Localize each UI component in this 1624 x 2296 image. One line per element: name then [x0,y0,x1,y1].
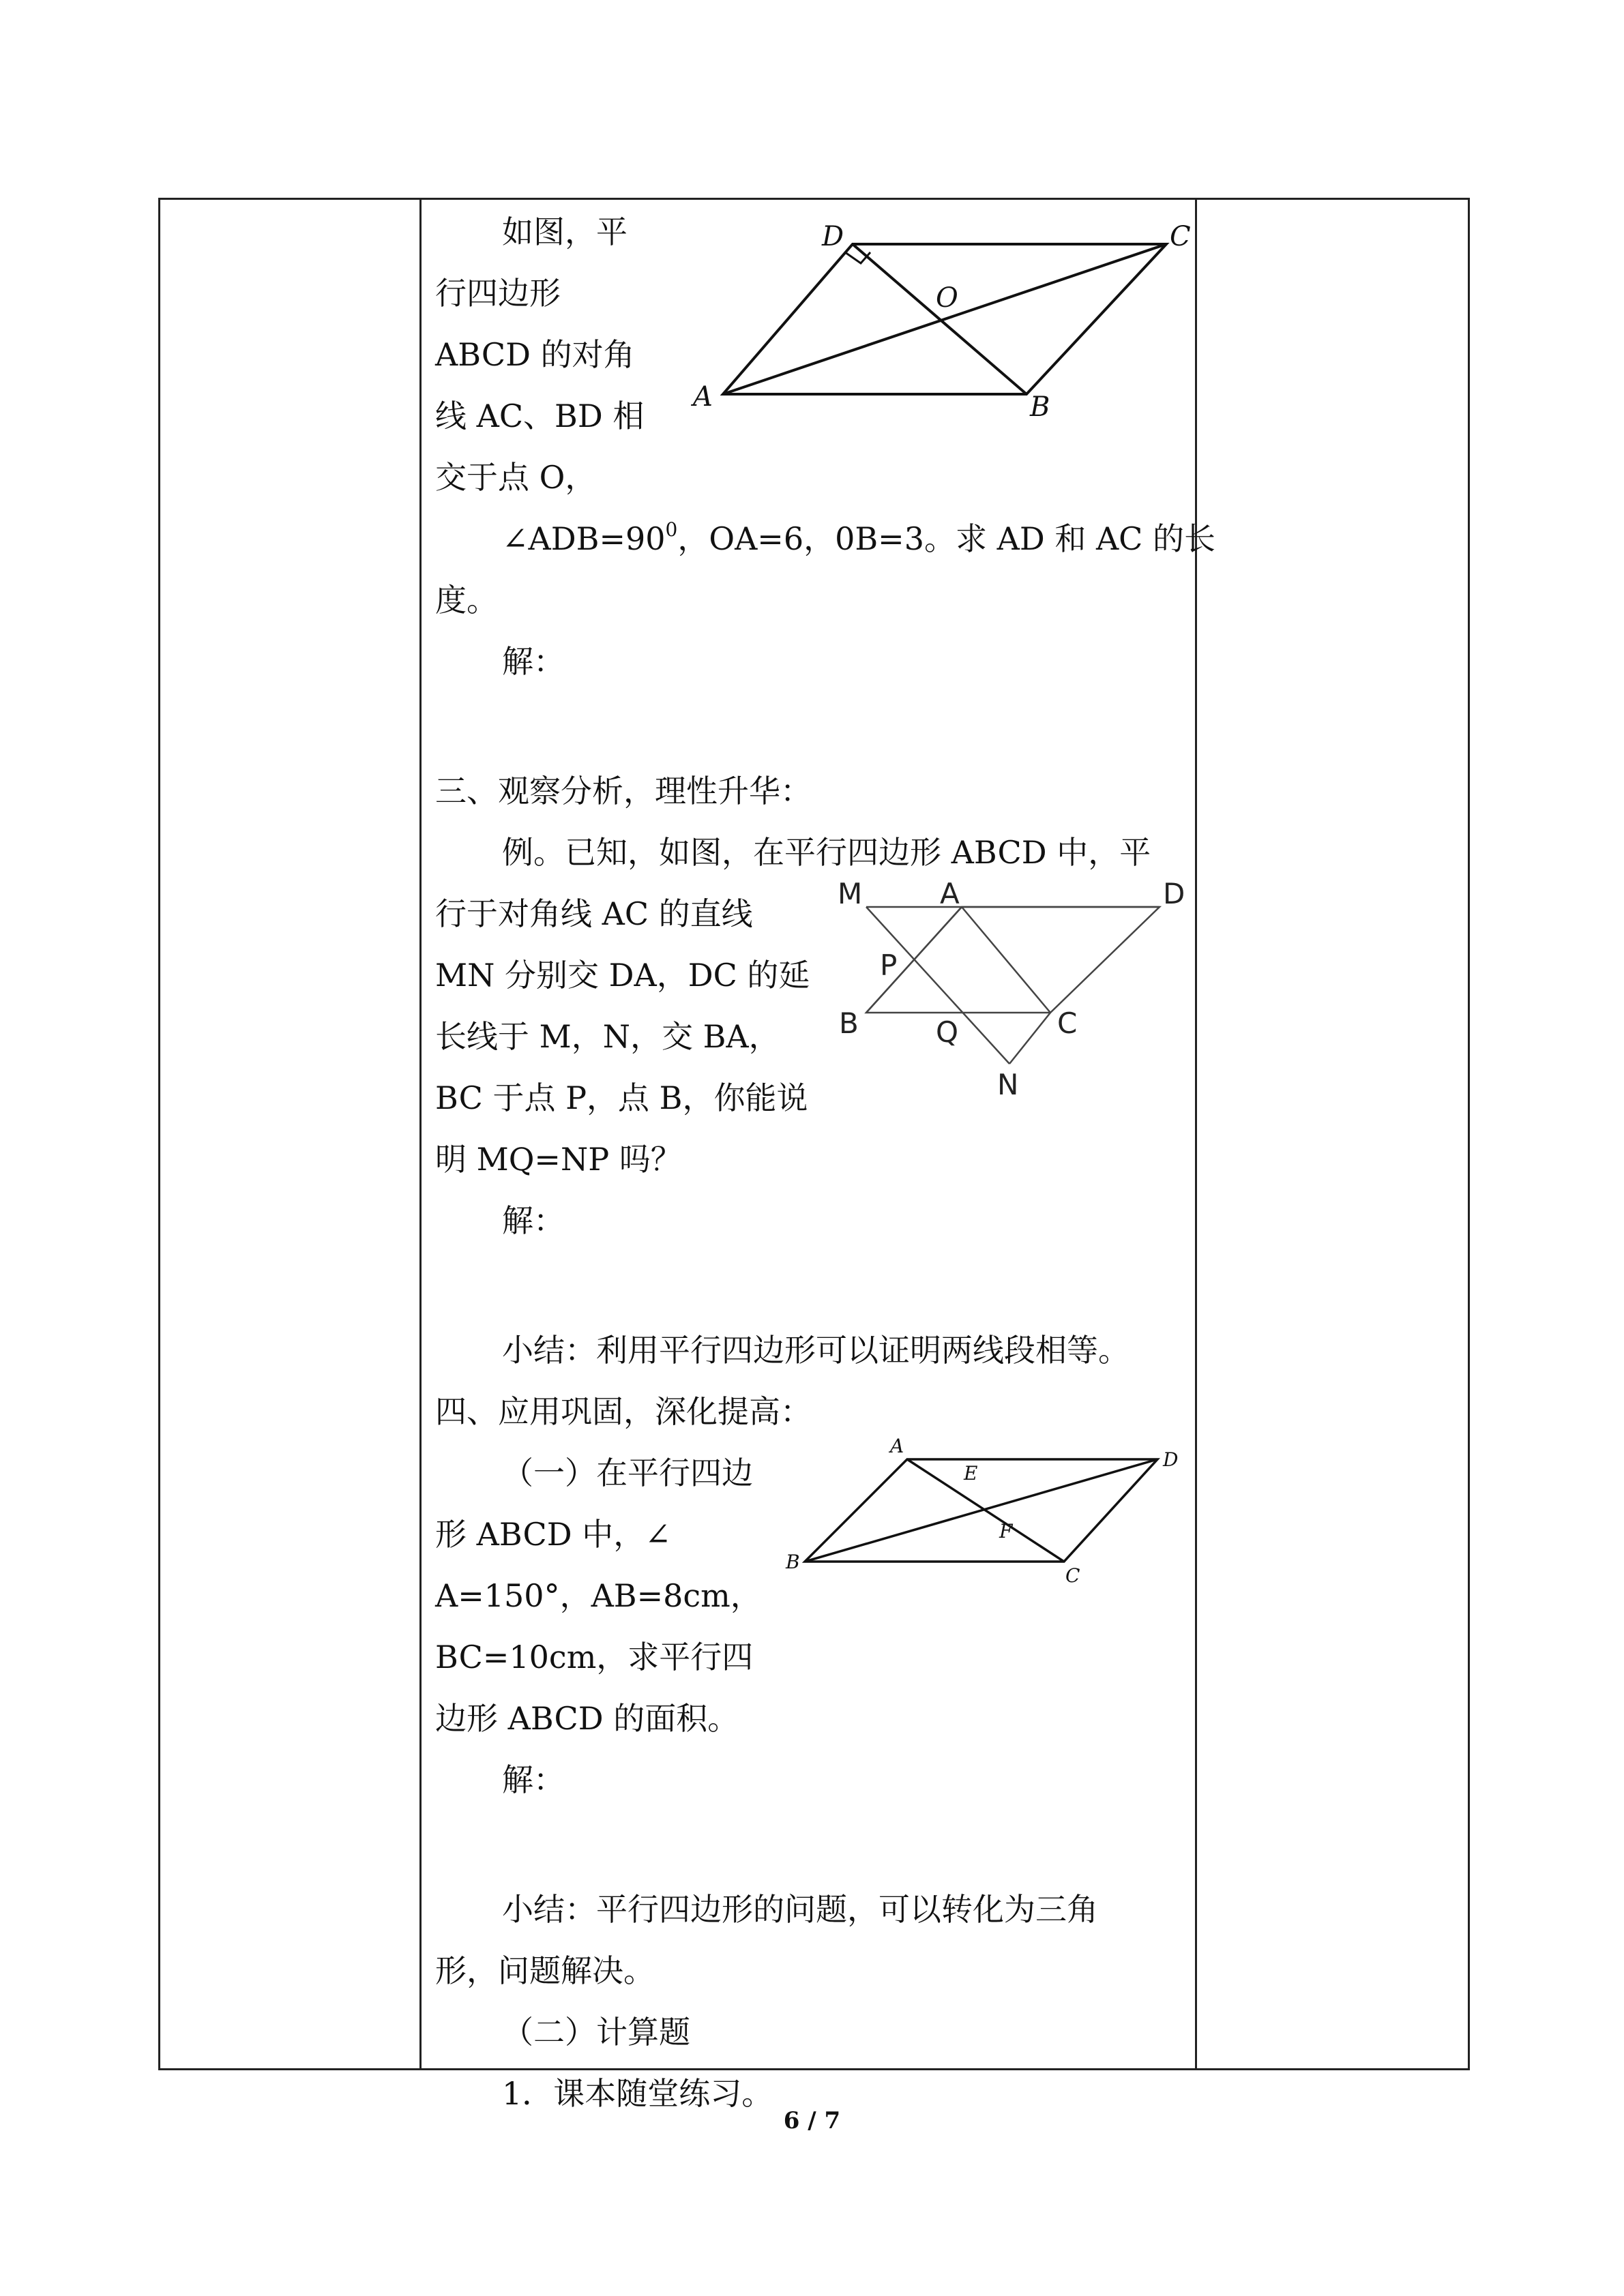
section4-item1: 1．课本随堂练习。 [502,2075,773,2112]
parallelogram-abcd-outline [866,907,1160,1013]
label-c: C [1170,221,1191,252]
diagonal-bd [853,244,1027,394]
section4-part2: （二）计算题 [502,2014,690,2051]
problem1-line5: 交于点 O， [435,459,597,496]
section4-part1-line3: A=150°，AB=8cm， [435,1577,762,1614]
problem1-line1: 如图，平 [502,213,628,250]
lesson-table [158,198,1470,2070]
right-angle-mark [845,252,870,263]
section3-example-line3: MN 分别交 DA，DC 的延 [435,957,810,994]
section3-example-line6: 明 MQ=NP 吗？ [435,1141,682,1178]
problem1-line2: 行四边形 [435,275,561,312]
section3-answer: 解： [502,1202,565,1239]
label-d: D [822,221,844,252]
label-d: D [1163,1448,1179,1471]
problem1-line6 [502,518,1215,559]
section3-example-line1: 例。已知，如图，在平行四边形 ABCD 中，平 [502,834,1151,871]
label-b: B [839,1007,859,1040]
problem1-answer: 解： [502,643,565,680]
section4-summary-line2: 形，问题解决。 [435,1952,655,1989]
figure-mn-parallel [825,866,1200,1112]
problem1-line6-post: ，OA=6，0B=3。求 AD 和 AC 的长 [677,520,1215,557]
label-o: O [936,282,958,314]
label-p: P [880,949,898,982]
label-a: A [693,381,713,413]
problem1-line7: 度。 [435,582,498,618]
label-a: A [940,877,960,910]
label-q: Q [936,1015,959,1049]
section4-heading: 四、应用巩固，深化提高： [435,1393,812,1430]
section3-example-line4: 长线于 M，N，交 BA， [435,1018,780,1055]
column-divider-left [419,200,422,2068]
label-e: E [964,1462,978,1485]
figure-parallelogram-abcd [682,211,1207,430]
figure-abcd-ef [784,1425,1194,1589]
line-ac [907,1459,1064,1562]
problem1-line3: ABCD 的对角 [435,336,635,373]
page-number: 6 / 7 [783,2107,841,2134]
label-a: A [890,1435,904,1457]
problem1-degree-sup: 0 [665,518,678,541]
problem1-line6-pre: ∠ADB=90 [502,520,666,557]
column-divider-right [1195,200,1197,2068]
label-c: C [1065,1564,1080,1587]
section4-part1-line2: 形 ABCD 中，∠ [435,1516,671,1553]
diagonal-ac [962,907,1050,1013]
line-bd [805,1459,1157,1562]
section3-heading: 三、观察分析，理性升华： [435,773,812,809]
section3-example-line2: 行于对角线 AC 的直线 [435,895,753,932]
problem1-line4: 线 AC、BD 相 [435,398,645,434]
label-d: D [1163,877,1185,910]
label-b: B [786,1551,800,1573]
label-n: N [997,1068,1019,1101]
section4-answer: 解： [502,1761,565,1798]
section3-summary: 小结：利用平行四边形可以证明两线段相等。 [502,1332,1130,1369]
label-c: C [1057,1007,1078,1040]
section4-part1-line1: （一）在平行四边 [502,1455,753,1491]
segment-cn [1009,1013,1050,1064]
label-f: F [999,1520,1013,1542]
label-b: B [1030,391,1050,423]
section4-summary-line1: 小结：平行四边形的问题，可以转化为三角 [502,1891,1098,1928]
section4-part1-line4: BC=10cm，求平行四 [435,1639,754,1675]
section3-example-line5: BC 于点 P，点 B，你能说 [435,1079,808,1116]
section4-part1-line5: 边形 ABCD 的面积。 [435,1700,739,1737]
label-m: M [838,877,863,910]
